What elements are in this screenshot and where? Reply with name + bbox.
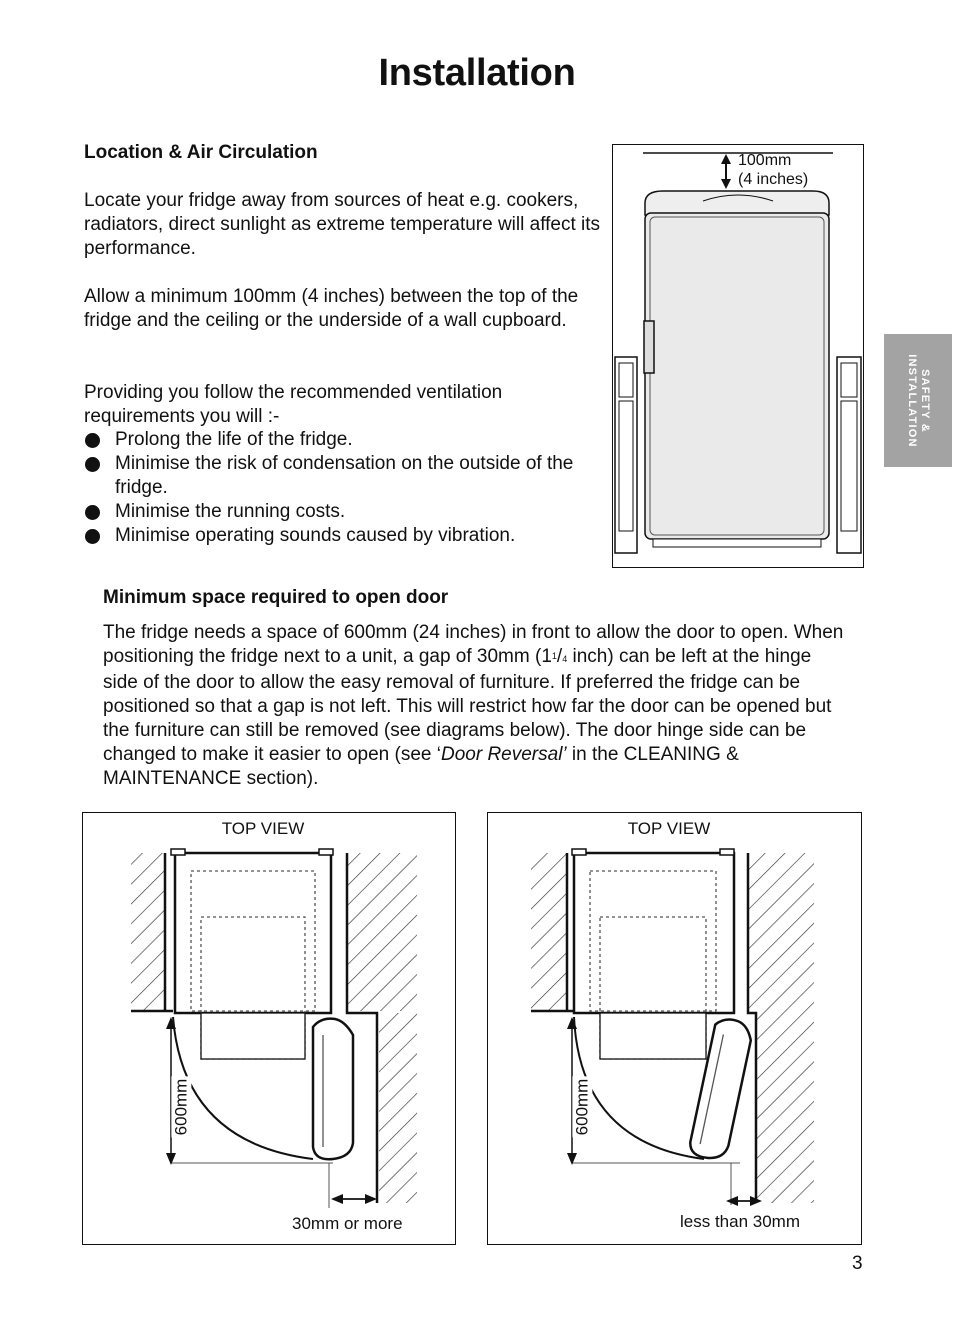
page-title: Installation (378, 52, 576, 94)
location-para-1: Locate your fridge away from sources of heat e.g. cookers, radiators, direct sunlight as extreme temperature will affect its performance. (84, 190, 601, 259)
top-view-illustration (488, 813, 861, 1244)
top-view-illustration (83, 813, 455, 1244)
gap-label: 100mm (4 inches) (738, 152, 809, 188)
location-para-2: Allow a minimum 100mm (4 inches) between the top of the fridge and the ceiling or the underside of a wall cupboard. (84, 286, 579, 331)
door-space-paragraph: The fridge needs a space of 600mm (24 inches) in front to allow the door to open. When positioning the fridge next to a unit, a gap of 30mm ($1^1/4$ inch) can be left at the hinge side of the door to allow the easy removal of furniture. If preferred the fridge can be positioned so that a gap is not left. This will restrict how far the door can be opened but the furniture can still be removed (see diagrams below). The door hinge side can be changed to make it easier to open (see ‘Door Reversal’ in the CLEANING & MAINTENANCE section). (103, 622, 844, 789)
list-item: Prolong the life of the fridge. (84, 428, 604, 452)
diagram-title: TOP VIEW (627, 819, 711, 838)
top-view-diagram-no-gap: TOP VIEW 600mm less than 30mm (487, 812, 862, 1245)
list-item: Minimise operating sounds caused by vibration. (84, 524, 604, 548)
bullet-icon (85, 505, 100, 520)
diagram-title: TOP VIEW (221, 819, 305, 838)
list-item: Minimise the running costs. (84, 500, 604, 524)
top-view-diagram-gap: TOP VIEW 600mm 30mm or more (82, 812, 456, 1245)
door-space-heading: Minimum space required to open door (103, 587, 449, 608)
location-heading: Location & Air Circulation (84, 142, 318, 163)
gap-label-right: less than 30mm (680, 1212, 800, 1231)
bullet-icon (85, 433, 100, 448)
bullet-icon (85, 529, 100, 544)
page-number: 3 (852, 1253, 863, 1274)
fridge-clearance-diagram (612, 144, 864, 568)
location-para-3: Providing you follow the recommended ventilation requirements you will :- (84, 382, 503, 427)
list-item: Minimise the risk of condensation on the outside of the fridge. (84, 452, 604, 500)
fridge-front-illustration (613, 145, 863, 567)
benefits-list (84, 428, 604, 548)
bullet-icon (85, 457, 100, 472)
gap-label-left: 30mm or more (292, 1214, 403, 1233)
section-tab: SAFETY & INSTALLATION (884, 334, 952, 467)
